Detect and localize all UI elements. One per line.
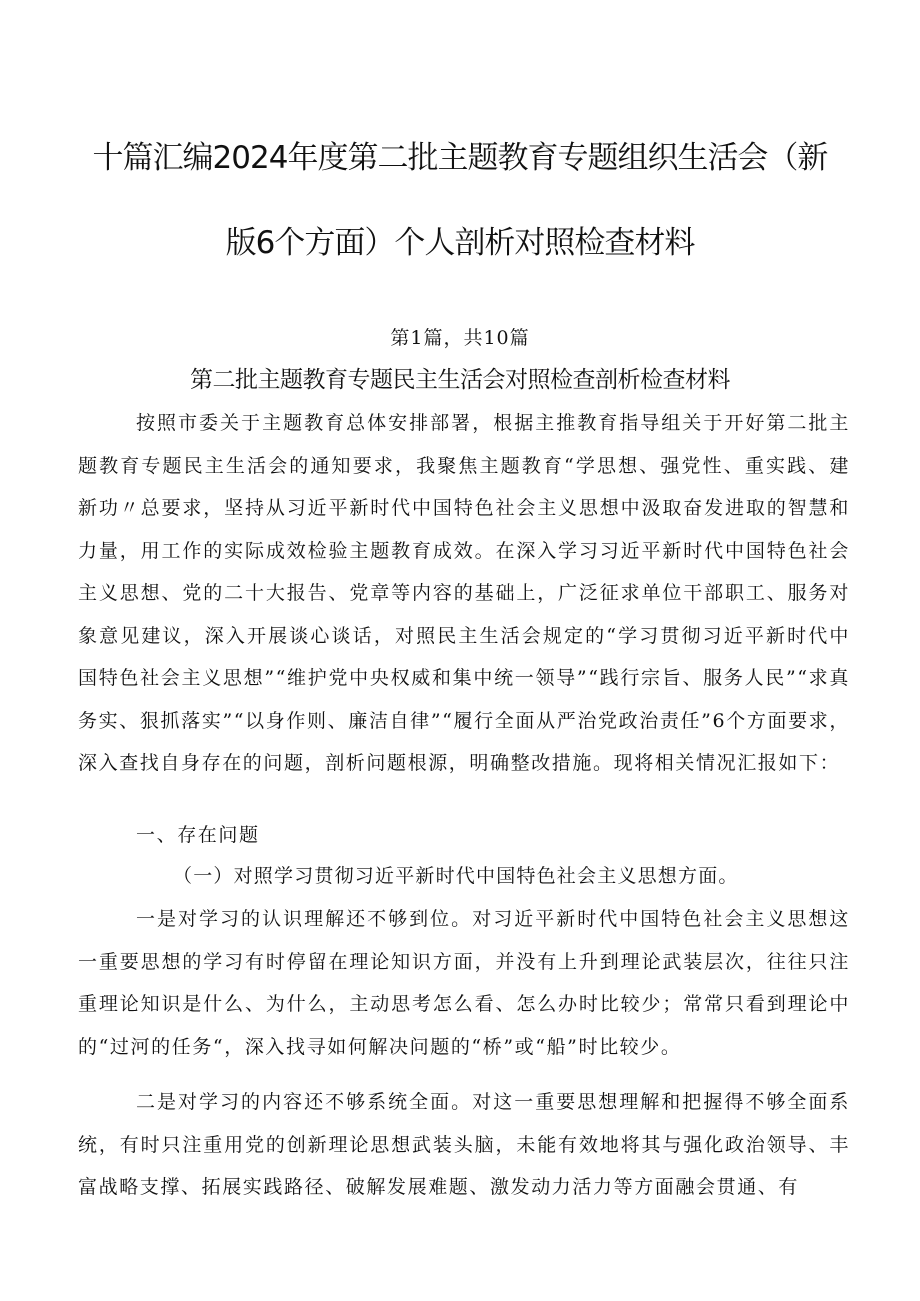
subsection-heading-1: （一）对照学习贯彻习近平新时代中国特色社会主义思想方面。 bbox=[173, 865, 739, 887]
article-counter: 第1篇，共10篇 bbox=[390, 327, 530, 349]
intro-paragraph: 按照市委关于主题教育总体安排部署，根据主推教育指导组关于开好第二批主题教育专题民主生活会的通知要求，我聚焦主题教育“学思想、强党性、重实践、建新功〃总要求，坚持从习近平新时代中国特色社会主义思想中汲取奋发进取的智慧和力量，用工作的实际成效检验主题教育成效。在深入学习习近平新时代中国特色社会主义思想、党的二十大报告、党章等内容的基础上，广泛征求单位干部职工、服务对象意见建议，深入开展谈心谈话，对照民主生活会规定的“学习贯彻习近平新时代中国特色社会主义思想”“维护党中央权威和集中统一领导”“践行宗旨、服务人民”“求真务实、狠抓落实”“以身作则、廉洁自律”“履行全面从严治党政治责任”6个方面要求，深入查找自身存在的问题，剖析问题根源，明确整改措施。现将相关情况汇报如下： bbox=[78, 412, 850, 774]
point-1-paragraph: 一是对学习的认识理解还不够到位。对习近平新时代中国特色社会主义思想这一重要思想的学习有时停留在理论知识方面，并没有上升到理论武装层次，往往只注重理论知识是什么、为什么，主动思考怎么看、怎么办时比较少；常常只看到理论中的“过河的任务“，深入找寻如何解决问题的“桥”或“船”时比较少。 bbox=[78, 908, 850, 1058]
document-title-line-1: 十篇汇编2024年度第二批主题教育专题组织生活会（新 bbox=[92, 140, 828, 176]
section-heading-problems: 一、存在问题 bbox=[136, 824, 260, 846]
document-title-line-2: 版6个方面）个人剖析对照检查材料 bbox=[225, 225, 695, 261]
article-heading: 第二批主题教育专题民主生活会对照检查剖析检查材料 bbox=[190, 367, 730, 393]
point-2-paragraph: 二是对学习的内容还不够系统全面。对这一重要思想理解和把握得不够全面系统，有时只注重用党的创新理论思想武装头脑，未能有效地将其与强化政治领导、丰富战略支撑、拓展实践路径、破解发展难题、激发动力活力等方面融会贯通、有 bbox=[78, 1091, 850, 1198]
